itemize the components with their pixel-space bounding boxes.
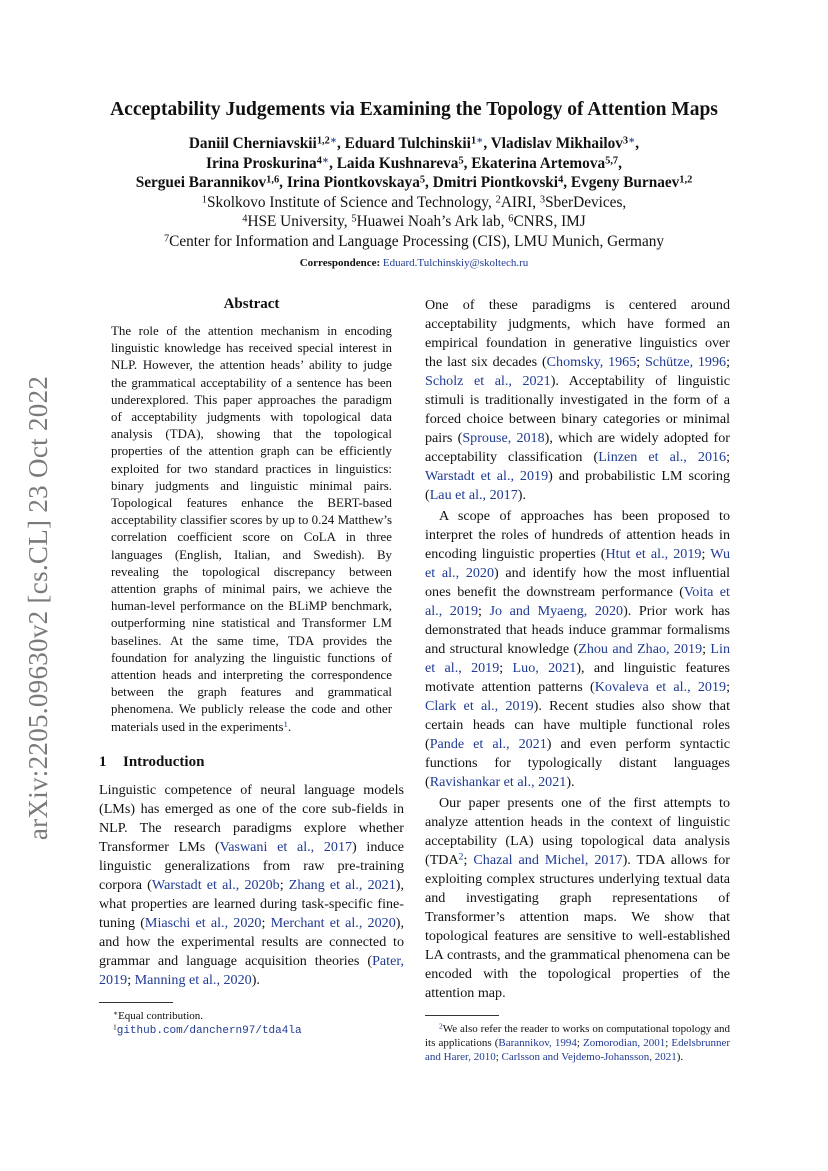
citation-link[interactable]: Scholz et al., 2021 <box>425 373 551 389</box>
citation-link[interactable]: Vaswani et al., 2017 <box>219 838 353 855</box>
text-run: ; <box>726 679 730 695</box>
citation-link[interactable]: Chomsky, 1965 <box>546 354 637 370</box>
author-affiliation-mark: 1,2 <box>679 174 693 186</box>
equal-contribution-text: Equal contribution. <box>118 1009 204 1022</box>
citation-link[interactable]: Pande et al., 2021 <box>429 736 547 752</box>
author-name: Ekaterina Artemova <box>471 154 606 172</box>
footnote-1 <box>99 1023 404 1038</box>
text-run: ) induce linguistic generalizations from raw pre-training corpora ( <box>99 838 404 893</box>
author-separator: , <box>329 154 337 172</box>
text-run: ). <box>566 774 575 790</box>
citation-link[interactable]: Luo, 2021 <box>512 660 577 676</box>
citation-link[interactable]: Zomorodian, 2001 <box>582 1037 666 1049</box>
equal-contribution-ref[interactable]: ∗ <box>329 135 337 147</box>
text-run: ; <box>261 914 271 931</box>
text-run: ). Recent studies also show that certain heads can have multiple functional roles ( <box>425 698 730 752</box>
affiliation-name: Skolkovo Institute of Science and Technology, <box>206 193 496 211</box>
text-run: ), and how the experimental results are connected to grammar and language acquisition theories ( <box>99 914 404 969</box>
author-name: Daniil Cherniavskii <box>188 135 317 152</box>
text-run: Our paper presents one of the first attempts to analyze attention heads in the context of linguistic acceptability (LA) using topological data analysis (TDA <box>425 795 730 868</box>
citation-link[interactable]: Merchant et al., 2020 <box>270 914 396 931</box>
equal-contribution-mark: ∗ <box>113 1008 119 1018</box>
text-run: ). <box>676 1051 684 1063</box>
text-run: ). <box>517 487 526 503</box>
footnote-2 <box>425 1022 730 1064</box>
citation-link[interactable]: Voita et al., 2019 <box>425 584 730 619</box>
text-run: ; <box>463 852 474 868</box>
author-affiliation-mark: 5,7 <box>605 154 619 166</box>
author-separator: , <box>337 135 345 152</box>
citation-link[interactable]: Kovaleva et al., 2019 <box>594 679 727 695</box>
author-affiliation-mark: 3 <box>622 135 629 147</box>
author-name: Eduard Tulchinskii <box>344 135 471 152</box>
author-affiliation-mark: 1,2 <box>316 135 330 147</box>
author-line <box>60 134 768 154</box>
code-repository-link[interactable]: github.com/danchern97/tda4la <box>116 1024 302 1037</box>
author-name: Serguei Barannikov <box>135 174 267 191</box>
author-line <box>60 154 768 174</box>
author-name: Evgeny Burnaev <box>570 174 680 191</box>
affiliation-number: 1 <box>201 193 207 205</box>
affiliation-number: 3 <box>539 193 546 205</box>
footnote-ref[interactable]: 2 <box>458 851 464 863</box>
affiliation-name: AIRI, <box>500 193 540 211</box>
affiliation-line <box>60 232 768 252</box>
right-column <box>425 296 730 1064</box>
text-run: ). Acceptability of linguistic stimuli is traditionally investigated in the form of a forced choice between binary categories or minimal pairs ( <box>425 373 730 446</box>
author-separator: , <box>279 174 287 191</box>
arxiv-side-stamp <box>18 368 58 848</box>
text-run: ; <box>701 546 711 562</box>
text-run: ). <box>251 971 260 988</box>
author-name: Irina Piontkovskaya <box>286 174 420 191</box>
affiliation-name: CNRS, IMJ <box>513 213 586 230</box>
author-affiliation-mark: 4 <box>316 154 322 166</box>
equal-contribution-ref[interactable]: ∗ <box>321 154 330 166</box>
text-run: Linguistic competence of neural language models (LMs) has emerged as one of the core sub-fields in NLP. The research paradigms explore whether Transformer LMs ( <box>99 781 404 855</box>
affiliation-number: 4 <box>242 213 248 225</box>
text-run: ) and identify how the most influential ones benefit the downstream performance ( <box>425 565 731 600</box>
citation-link[interactable]: Lau et al., 2017 <box>429 487 518 503</box>
text-run: ; <box>726 449 731 465</box>
citation-link[interactable]: Wu et al., 2020 <box>425 546 730 581</box>
citation-link[interactable]: Chazal and Michel, 2017 <box>473 852 623 868</box>
author-name: Laida Kushnareva <box>336 154 459 172</box>
affiliation-number: 7 <box>163 232 170 244</box>
author-name: Vladislav Mikhailov <box>490 135 623 152</box>
intro-paragraph <box>99 781 404 990</box>
text-run: ; <box>726 354 730 370</box>
footnote-equal-contribution <box>99 1009 404 1023</box>
body-paragraph <box>425 296 730 505</box>
text-run: ) and probabilistic LM scoring ( <box>425 468 730 503</box>
text-run: A scope of approaches has been proposed to interpret the roles of hundreds of attention heads in encoding linguistic properties ( <box>425 508 730 562</box>
footnote-ref-1[interactable]: 1 <box>283 718 288 729</box>
affiliation-name: SberDevices, <box>545 193 627 211</box>
section-heading-introduction <box>99 754 404 771</box>
right-body <box>425 296 730 1003</box>
author-separator: , <box>618 154 622 172</box>
citation-link[interactable]: Manning et al., 2020 <box>134 971 252 988</box>
text-run: ; <box>576 1037 583 1049</box>
citation-link[interactable]: Schütze, 1996 <box>644 354 727 370</box>
affiliation-line <box>60 193 768 213</box>
citation-link[interactable]: Edelsbrunner and Harer, 2010 <box>425 1037 730 1063</box>
correspondence-label: Correspondence: <box>299 257 383 269</box>
affiliation-line <box>60 212 768 232</box>
abstract-heading: Abstract <box>223 296 280 312</box>
text-run: ). TDA allows for exploiting complex structures underlying textual data and investigating graph representations of Transformer’s attention maps. We show that topological features are sensitive to well-established LA contrasts, and the grammatical phenomena can be encoded with the topological properties of the attention map. <box>425 852 730 1001</box>
citation-link[interactable]: Zhou and Zhao, 2019 <box>578 641 703 657</box>
text-run: ; <box>636 354 645 370</box>
author-separator: , <box>635 135 640 152</box>
paper-title: Acceptability Judgements via Examining the Topology of Attention Maps <box>110 99 718 120</box>
section-title: Introduction <box>123 753 205 770</box>
abstract-text <box>111 323 392 736</box>
text-run: ), and linguistic features motivate attention patterns ( <box>425 660 730 695</box>
author-affiliation-mark: 5 <box>458 154 464 166</box>
text-run: ) and even perform syntactic functions for typologically distant languages ( <box>425 736 730 790</box>
text-run: One of these paradigms is centered around acceptability judgments, which have formed an empirical foundation in generative linguistics over the last six decades ( <box>425 297 730 370</box>
equal-contribution-ref[interactable]: ∗ <box>628 135 636 147</box>
text-run: ; <box>495 1051 502 1063</box>
text-run: ; <box>702 641 711 657</box>
author-affiliation-mark: 4 <box>558 174 564 186</box>
text-run: ), what properties are learned during task-specific fine-tuning ( <box>99 876 404 931</box>
author-affiliation-mark: 1 <box>470 135 477 147</box>
affiliation-name: Center for Information and Language Processing (CIS), LMU Munich, Germany <box>169 232 665 250</box>
citation-link[interactable]: Miaschi et al., 2020 <box>144 914 262 931</box>
citation-link[interactable]: Linzen et al., 2016 <box>598 449 727 465</box>
citation-link[interactable]: Warstadt et al., 2020b <box>151 876 280 893</box>
text-run: We also refer the reader to works on computational topology and its applications ( <box>425 1023 730 1049</box>
citation-link[interactable]: Zhang et al., 2021 <box>288 876 396 893</box>
author-block <box>60 134 768 274</box>
author-affiliation-mark: 1,6 <box>266 174 280 186</box>
author-line <box>60 173 768 193</box>
affiliation-number: 2 <box>495 193 501 205</box>
affiliation-name: Huawei Noah’s Ark lab, <box>356 213 509 230</box>
footnote-ref[interactable]: 2 <box>439 1021 443 1031</box>
author-separator: , <box>425 174 433 191</box>
citation-link[interactable]: Htut et al., 2019 <box>605 546 702 562</box>
author-affiliation-mark: 5 <box>419 174 426 186</box>
citation-link[interactable]: Clark et al., 2019 <box>425 698 534 714</box>
citation-link[interactable]: Lin et al., 2019 <box>425 641 730 676</box>
citation-link[interactable]: Warstadt et al., 2019 <box>425 468 549 484</box>
text-run: ; <box>279 876 289 893</box>
text-run: ), which are widely adopted for acceptability classification ( <box>425 430 730 465</box>
citation-link[interactable]: Carlsson and Vejdemo-Johansson, 2021 <box>501 1051 677 1063</box>
left-column <box>99 296 404 1038</box>
abstract-body: The role of the attention mechanism in encoding linguistic knowledge has received special interest in NLP. However, the attention heads’ ability to judge the grammatical acceptability of a sentence has been underexplored. This paper approaches the paradigm of acceptability judgments with topological data analysis (TDA), showing that the topological properties of the attention graph can be efficiently exploited for two standard practices in linguistics: binary judgments and linguistic minimal pairs. Topological features enhance the BERT-based acceptability classifier scores by up to 0.24 Matthew’s correlation coefficient score on CoLA in three languages (English, Italian, and Swedish). By revealing the topological discrepancy between attention graphs of minimal pairs, we achieve the human-level performance on the BLiMP benchmark, outperforming nine statistical and Transformer LM baselines. At the same time, TDA provides the foundation for analyzing the linguistic functions of attention heads and interpreting the correspondence between the graph features and grammatical phenomena. We publicly release the code and other materials used in the experiments <box>111 324 392 734</box>
author-separator: , <box>483 135 491 152</box>
footnote-divider <box>99 1002 173 1003</box>
text-run: ). Prior work has demonstrated that heads induce grammar formalisms and structural knowledge ( <box>425 603 730 657</box>
text-run: ; <box>478 603 490 619</box>
footnote-1-mark: 1 <box>113 1022 117 1032</box>
arxiv-identifier: arXiv:2205.09630v2 [cs.CL] 23 Oct 2022 <box>23 375 53 841</box>
abstract-tail: . <box>287 719 292 734</box>
text-run: ; <box>665 1037 672 1049</box>
citation-link[interactable]: Barannikov, 1994 <box>498 1037 577 1049</box>
body-paragraph <box>425 507 730 792</box>
footnote-divider <box>425 1015 499 1016</box>
affiliation-number: 5 <box>351 213 357 225</box>
citation-link[interactable]: Ravishankar et al., 2021 <box>429 774 567 790</box>
text-run: ; <box>499 660 513 676</box>
author-separator: , <box>563 174 571 191</box>
correspondence <box>60 254 768 274</box>
citation-link[interactable]: Jo and Myaeng, 2020 <box>489 603 624 619</box>
author-name: Dmitri Piontkovski <box>432 174 559 191</box>
correspondence-email-link[interactable]: Eduard.Tulchinskiy@skoltech.ru <box>382 257 529 269</box>
section-number: 1 <box>99 753 107 770</box>
author-name: Irina Proskurina <box>206 154 317 172</box>
equal-contribution-ref[interactable]: ∗ <box>476 135 484 147</box>
text-run: ; <box>127 971 135 988</box>
affiliation-name: HSE University, <box>247 213 352 230</box>
body-paragraph <box>425 794 730 1003</box>
intro-body <box>99 781 404 990</box>
author-separator: , <box>463 154 472 172</box>
citation-link[interactable]: Pater, 2019 <box>99 952 404 988</box>
affiliation-number: 6 <box>508 213 514 225</box>
citation-link[interactable]: Sprouse, 2018 <box>462 430 545 446</box>
